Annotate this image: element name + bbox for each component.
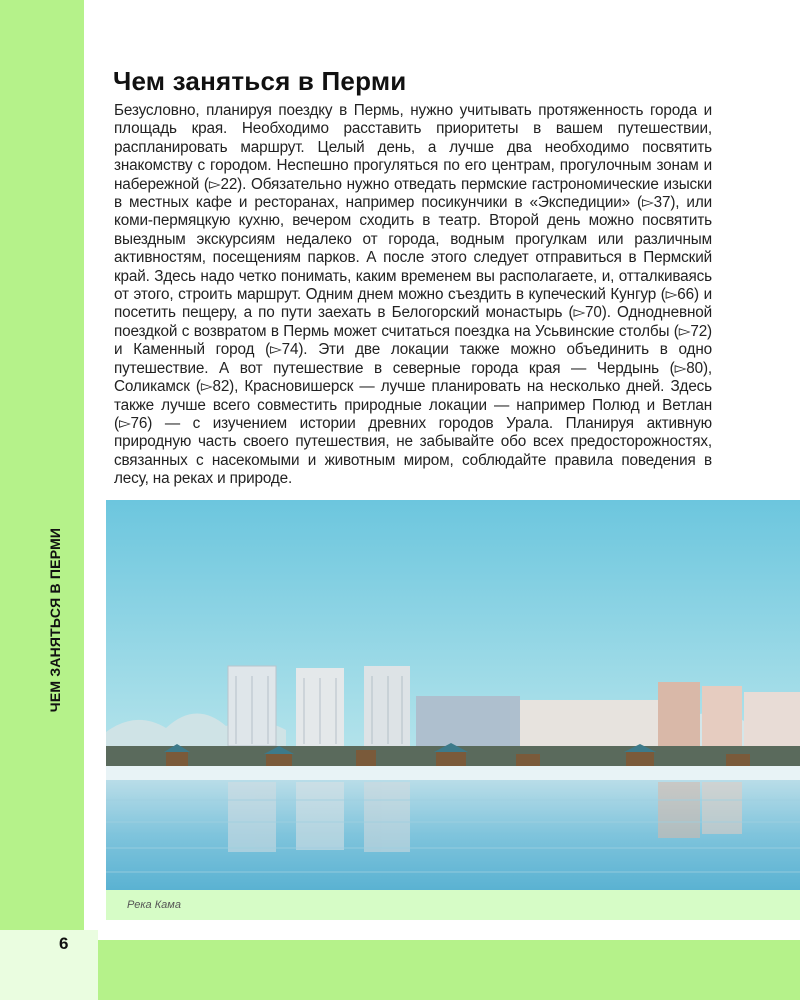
body-paragraph: Безусловно, планируя поездку в Пермь, нужно учитывать протяженность города и площадь края. Необходимо расставить приоритеты в вашем путешествии, распланировать маршрут. Целый день, а лучше два необходимо посвятить знакомству с городом. Неспешно прогуляться по его центрам, прогулочным зонам и набережной (▻22). Обязательно нужно отведать пермские гастрономические изыски в местных кафе и ресторанах, например посикунчики в «Экспедиции» (▻37), или коми-пермяцкую кухню, вечером сходить в театр. Второй день можно посвятить выездным экскурсиям недалеко от города, водным прогулкам или различным активностям, посещениям парков. А после этого следует отправиться в Пермский край. Здесь надо четко понимать, каким временем вы располагаете, и, отталкиваясь от этого, строить маршрут. Одним днем можно съездить в купеческий Кунгур (▻66) и посетить пещеру, а по пути заехать в Белогорский монастырь (▻70). Однодневной поездкой с возвратом в Пермь может считаться поездка на Усьвинские столбы (▻72) и Каменный город (▻74). Эти две локации также можно объединить в одно путешествие. А вот путешествие в северные города края — Чердынь (▻80), Соликамск (▻82), Красновишерск — лучше планировать на несколько дней. Здесь также лучше всего совместить природные локации — например Полюд и Ветлан (▻76) — с изучением истории древних городов Урала. Планируя активную природную часть своего путешествия, не забывайте обо всех предосторожностях, связанных с насекомыми и животным миром, соблюдайте правила поведения в лесу, на реках и природе. bbox=[114, 102, 712, 488]
caption-bar bbox=[106, 890, 800, 920]
page-title: Чем заняться в Перми bbox=[113, 66, 407, 96]
kama-river-photo bbox=[106, 500, 800, 890]
side-color-band bbox=[0, 0, 84, 930]
page-number: 6 bbox=[59, 934, 69, 953]
photo-caption: Река Кама bbox=[127, 899, 181, 911]
page-number-box bbox=[0, 930, 98, 1000]
section-side-label: ЧЕМ ЗАНЯТЬСЯ В ПЕРМИ bbox=[47, 527, 63, 713]
bottom-color-band bbox=[98, 940, 800, 1000]
